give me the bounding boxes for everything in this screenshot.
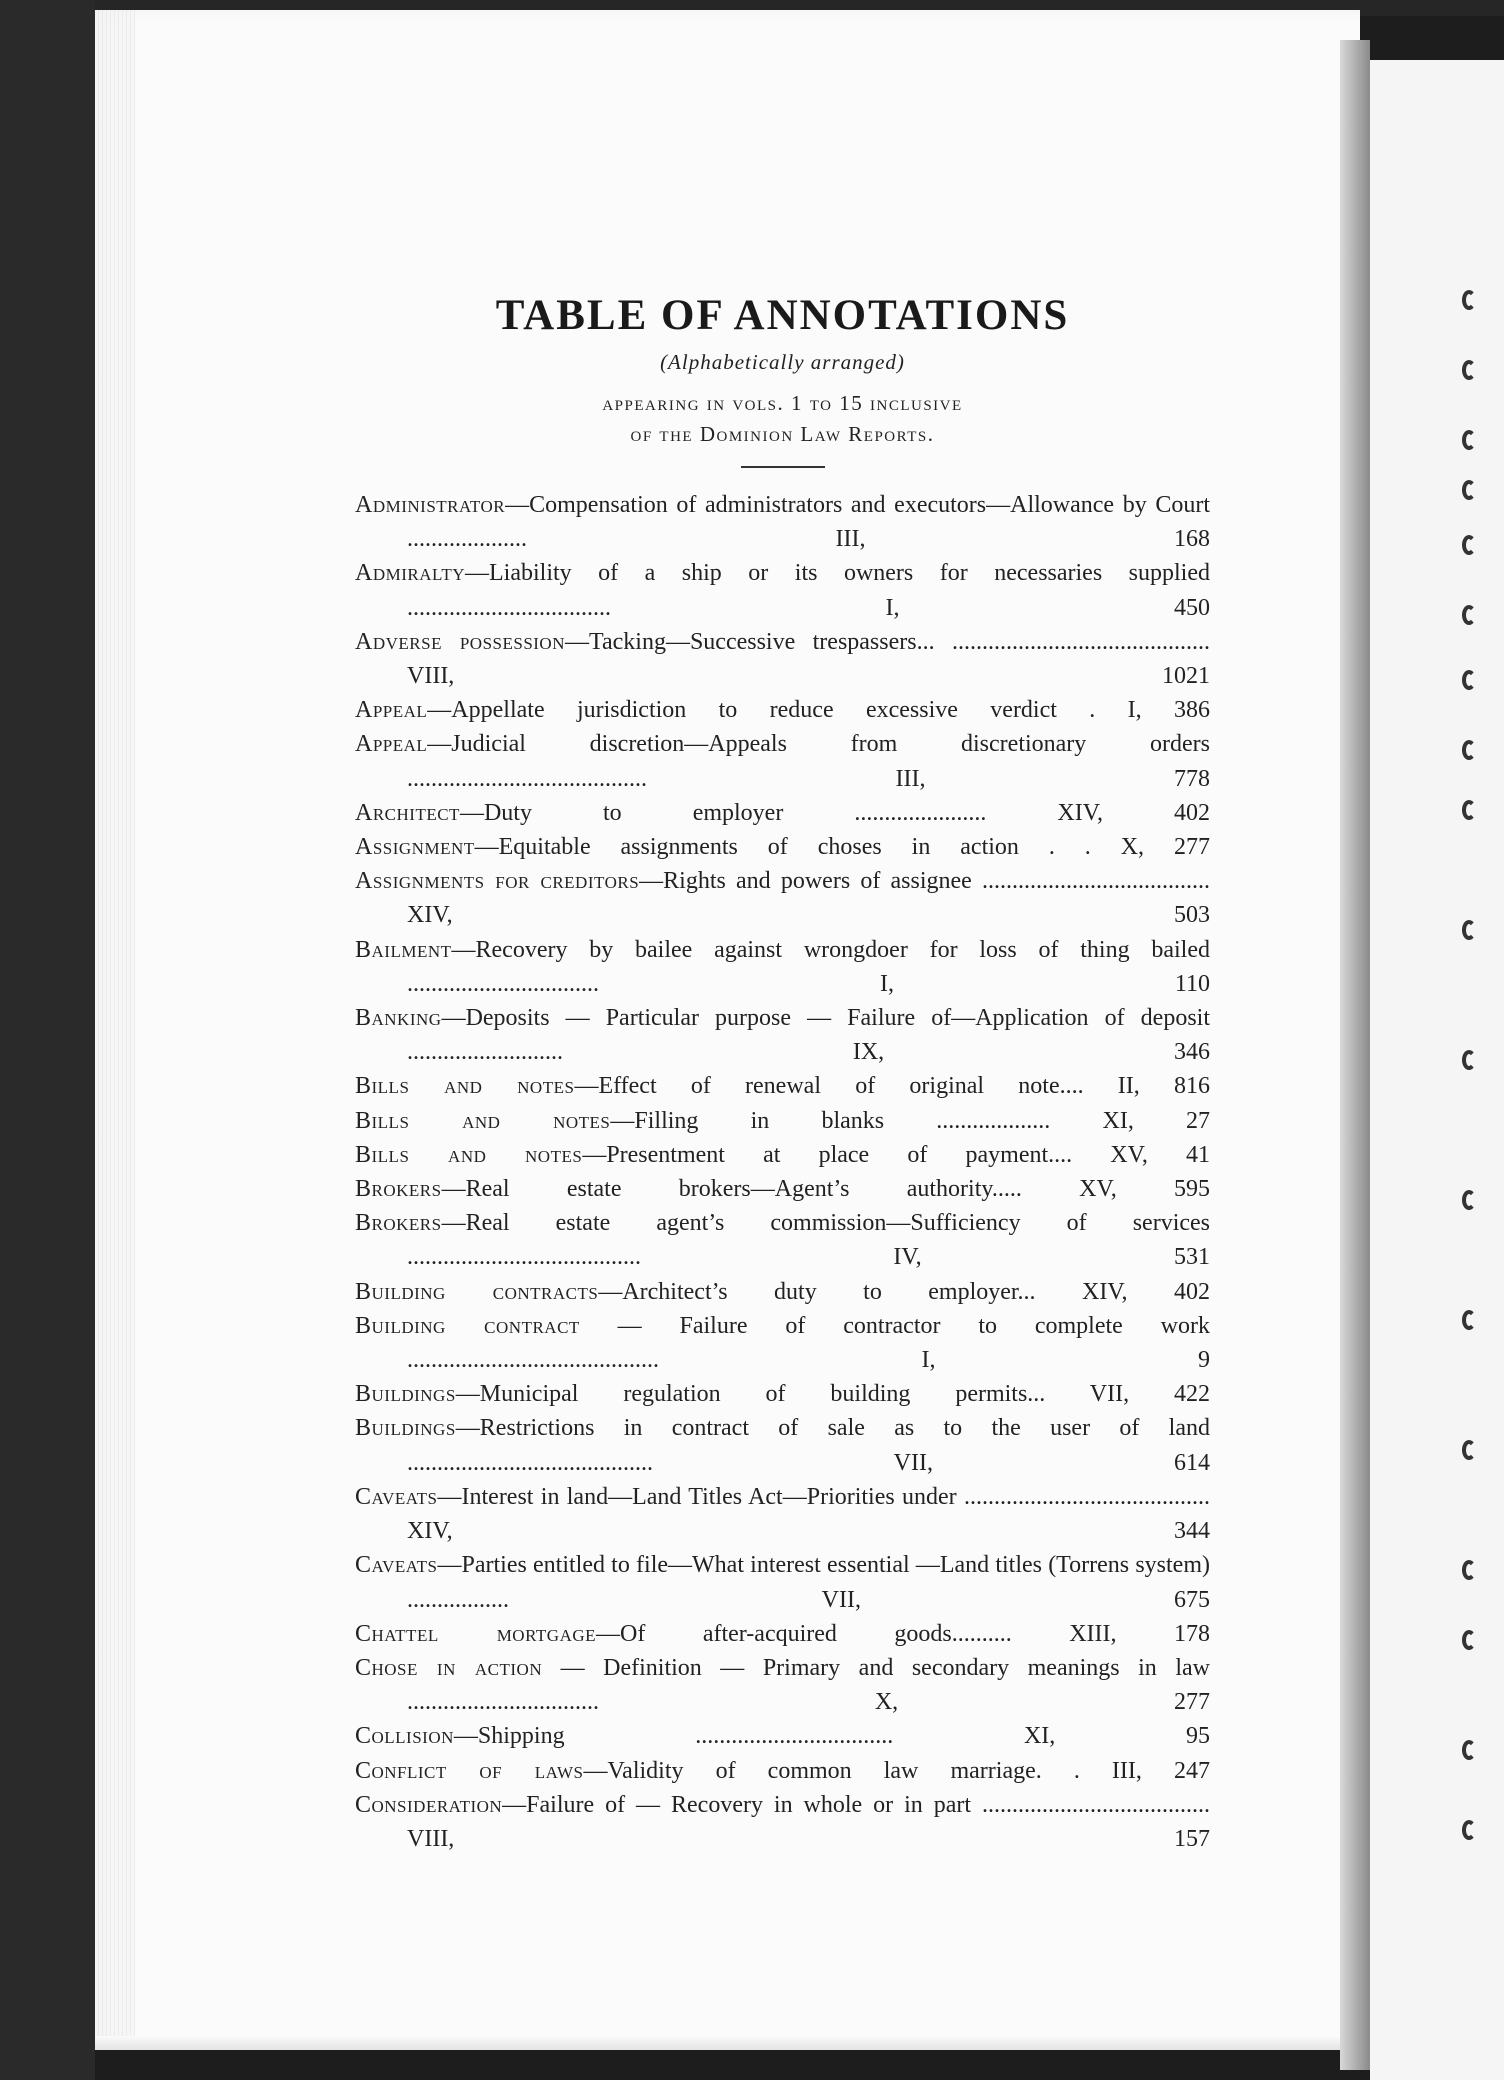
entry-heading: Buildings <box>355 1381 456 1408</box>
entry-heading: Administrator <box>355 492 506 518</box>
next-page-glyph <box>1462 670 1476 690</box>
entry-heading: Bills and notes <box>355 1141 583 1168</box>
annotation-entry <box>355 830 1210 864</box>
next-page-glyph <box>1462 360 1476 380</box>
annotation-entry <box>355 1206 1210 1274</box>
entry-text: —Effect of renewal of original note.... II, 816 <box>574 1073 1211 1100</box>
entry-heading: Caveats <box>355 1483 438 1510</box>
annotation-entry <box>355 1548 1210 1616</box>
entry-text: —Validity of common law marriage. . III, 247 <box>583 1757 1210 1784</box>
annotation-entry <box>355 1001 1210 1069</box>
annotation-entry <box>355 693 1210 727</box>
next-page-glyph <box>1462 430 1476 450</box>
entry-heading: Consideration <box>355 1791 503 1818</box>
annotation-entry <box>355 1104 1210 1138</box>
entry-text: —Filling in blanks ................... XI, 27 <box>610 1107 1211 1134</box>
next-page-glyph <box>1462 1560 1476 1580</box>
annotation-entry <box>355 1754 1210 1788</box>
entry-heading: Appeal <box>355 731 428 758</box>
annotation-entry <box>355 1788 1210 1856</box>
book-gutter <box>1340 40 1370 2070</box>
entry-heading: Brokers <box>355 1176 442 1203</box>
entry-text: —Restrictions in contract of sale as to the user of land ......................................... VII, 614 <box>407 1415 1210 1476</box>
annotation-entry <box>355 727 1210 795</box>
entry-heading: Assignments for creditors <box>355 868 640 895</box>
entry-heading: Assignment <box>355 834 475 861</box>
entry-text: —Municipal regulation of building permits... VII, 422 <box>455 1381 1210 1408</box>
entry-heading: Banking <box>355 1005 442 1032</box>
next-page-glyph <box>1462 1820 1476 1840</box>
page-subtitle: (Alphabetically arranged) <box>660 350 905 374</box>
entry-heading: Chattel mortgage <box>355 1620 597 1647</box>
annotation-entry <box>355 1411 1210 1479</box>
annotation-entry <box>355 488 1210 556</box>
entry-text: —Rights and powers of assignee ...................................... XIV, 503 <box>407 868 1210 929</box>
entry-text: —Recovery by bailee against wrongdoer for loss of thing bailed ................................ I, 110 <box>407 936 1210 997</box>
next-page-glyph <box>1462 1050 1476 1070</box>
annotation-entry <box>355 1377 1210 1411</box>
entry-text: — Definition — Primary and secondary meanings in law ................................ X, 277 <box>407 1654 1210 1716</box>
annotation-entry <box>355 1480 1210 1548</box>
annotation-list <box>355 488 1210 1856</box>
entry-text: —Compensation of administrators and executors—Allowance by Court .................... III, 168 <box>407 492 1210 553</box>
next-page-glyph <box>1462 480 1476 500</box>
entry-text: —Real estate agent’s commission—Sufficiency of services ....................................... IV, 531 <box>407 1210 1210 1271</box>
scope-note-line-1: appearing in vols. 1 to 15 inclusive <box>602 391 963 415</box>
entry-heading: Adverse possession <box>355 628 565 655</box>
title-rule <box>741 466 825 468</box>
entry-heading: Conflict of laws <box>355 1757 584 1784</box>
annotation-entry <box>355 1275 1210 1309</box>
annotation-entry <box>355 1617 1210 1651</box>
entry-heading: Brokers <box>355 1210 442 1237</box>
next-page-glyph <box>1462 1440 1476 1460</box>
next-page-glyph <box>1462 800 1476 820</box>
entry-text: —Shipping ................................. XI, 95 <box>453 1723 1210 1750</box>
entry-heading: Appeal <box>355 697 428 724</box>
entry-text: —Duty to employer ...................... XIV, 402 <box>459 799 1210 826</box>
scope-note <box>355 388 1210 450</box>
next-page-edge <box>1370 60 1504 2080</box>
entry-heading: Bills and notes <box>355 1107 611 1134</box>
annotation-entry <box>355 1069 1210 1103</box>
entry-text: —Interest in land—Land Titles Act—Priorities under ......................................... XIV, 344 <box>407 1483 1210 1545</box>
entry-text: —Of after-acquired goods.......... XIII, 178 <box>596 1620 1210 1647</box>
entry-text: —Failure of — Recovery in whole or in part ...................................... VIII, 157 <box>407 1791 1210 1852</box>
annotation-entry <box>355 864 1210 932</box>
page-edge-lines <box>95 10 135 2050</box>
annotation-entry <box>355 933 1210 1001</box>
entry-heading: Bills and notes <box>355 1073 575 1100</box>
entry-text: —Equitable assignments of choses in action . . X, 277 <box>474 834 1210 861</box>
page-content <box>355 290 1210 1856</box>
entry-text: —Presentment at place of payment.... XV, 41 <box>582 1141 1211 1168</box>
annotation-entry <box>355 556 1210 624</box>
entry-text: —Judicial discretion—Appeals from discretionary orders ........................................ III, 778 <box>407 731 1210 792</box>
annotation-entry <box>355 796 1210 830</box>
page-bottom-shadow <box>95 2036 1360 2050</box>
entry-heading: Caveats <box>355 1552 438 1579</box>
annotation-entry <box>355 1651 1210 1719</box>
annotation-entry <box>355 1138 1210 1172</box>
entry-text: —Liability of a ship or its owners for necessaries supplied .................................. I, 450 <box>407 560 1210 621</box>
entry-heading: Collision <box>355 1723 454 1750</box>
entry-heading: Admiralty <box>355 560 465 587</box>
next-page-glyph <box>1462 535 1476 555</box>
next-page-glyph <box>1462 1190 1476 1210</box>
scan-background-left <box>0 0 95 2080</box>
entry-text: —Parties entitled to file—What interest essential —Land titles (Torrens system) ................. VII, 675 <box>407 1552 1210 1613</box>
next-page-glyph <box>1462 920 1476 940</box>
entry-text: —Architect’s duty to employer... XIV, 402 <box>598 1278 1210 1305</box>
entry-text: —Appellate jurisdiction to reduce excessive verdict . I, 386 <box>427 697 1210 724</box>
next-page-glyph <box>1462 1740 1476 1760</box>
entry-text: —Real estate brokers—Agent’s authority..... XV, 595 <box>441 1176 1210 1203</box>
next-page-glyph <box>1462 1310 1476 1330</box>
page-title: TABLE OF ANNOTATIONS <box>495 292 1070 339</box>
entry-heading: Building contracts <box>355 1278 599 1305</box>
entry-text: —Tacking—Successive trespassers... ........................................... VIII, 1021 <box>407 628 1210 690</box>
entry-heading: Chose in action <box>355 1654 543 1681</box>
next-page-glyph <box>1462 605 1476 625</box>
entry-heading: Bailment <box>355 936 452 963</box>
entry-text: — Failure of contractor to complete work .......................................... I, 9 <box>407 1312 1211 1374</box>
entry-text: —Deposits — Particular purpose — Failure of—Application of deposit .......................... IX, 346 <box>407 1005 1210 1066</box>
entry-heading: Architect <box>355 799 460 826</box>
annotation-entry <box>355 1309 1210 1377</box>
annotation-entry <box>355 625 1210 693</box>
entry-heading: Building contract <box>355 1312 580 1339</box>
scope-note-line-2: of the Dominion Law Reports. <box>630 422 935 446</box>
annotation-entry <box>355 1719 1210 1753</box>
next-page-glyph <box>1462 1630 1476 1650</box>
entry-heading: Buildings <box>355 1415 456 1442</box>
next-page-glyph <box>1462 740 1476 760</box>
next-page-glyph <box>1462 290 1476 310</box>
annotation-entry <box>355 1172 1210 1206</box>
